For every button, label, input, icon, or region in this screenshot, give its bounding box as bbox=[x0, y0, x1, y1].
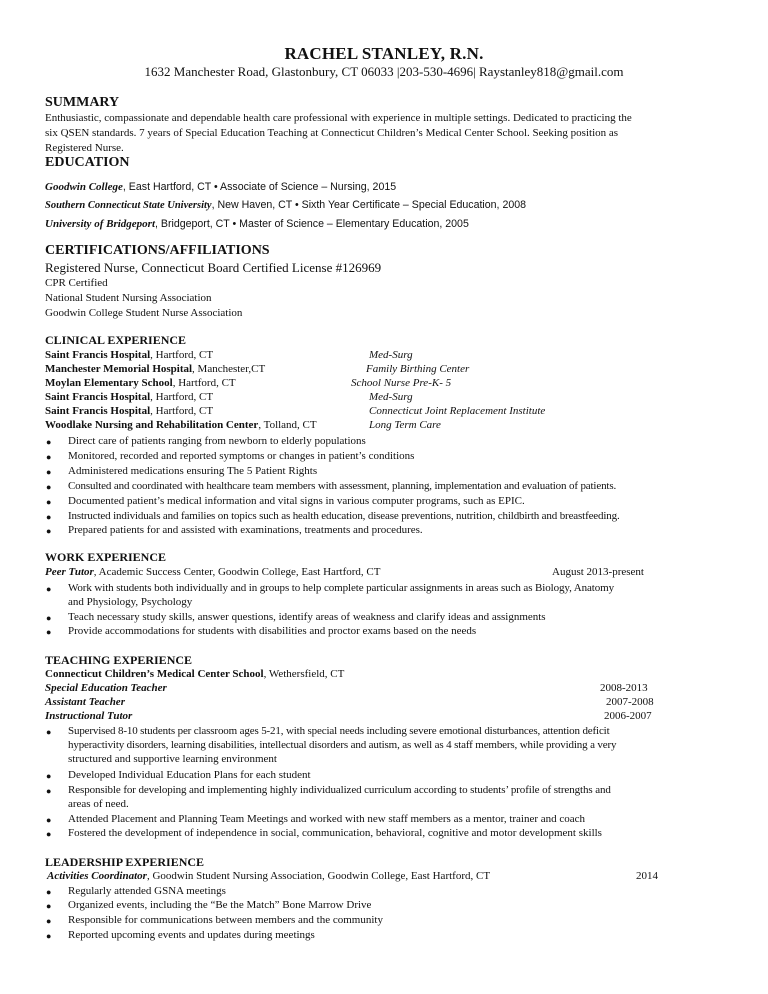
contact-line: 1632 Manchester Road, Glastonbury, CT 06033 |203-530-4696| Raystanley818@gmail.com bbox=[144, 64, 624, 79]
teaching-role: Instructional Tutor bbox=[45, 710, 133, 722]
clinical-unit: School Nurse Pre-K- 5 bbox=[351, 377, 452, 389]
education-item bbox=[45, 195, 526, 213]
bullet-icon: ● bbox=[46, 512, 52, 522]
clinical-org: Saint Francis Hospital bbox=[45, 391, 151, 403]
education-detail: , East Hartford, CT • Associate of Science – Nursing, 2015 bbox=[122, 181, 397, 193]
clinical-row bbox=[45, 405, 213, 417]
teaching-bullet-cont: structured and supportive learning environment bbox=[68, 753, 277, 765]
work-bullet-cont: and Physiology, Psychology bbox=[68, 596, 193, 608]
teaching-bullet: Developed Individual Education Plans for each student bbox=[68, 769, 311, 781]
bullet-icon: ● bbox=[46, 437, 52, 447]
clinical-org: Moylan Elementary School bbox=[45, 377, 173, 389]
education-detail: , Bridgeport, CT • Master of Science – Elementary Education, 2005 bbox=[155, 218, 469, 230]
teaching-heading: TEACHING EXPERIENCE bbox=[45, 653, 193, 667]
clinical-bullet: Direct care of patients ranging from newborn to elderly populations bbox=[68, 435, 366, 447]
clinical-bullet: Instructed individuals and families on topics such as health education, disease preventions, nutrition, childbirth and breastfeeding. bbox=[68, 510, 620, 522]
clinical-bullet: Documented patient’s medical information and vital signs in various computer programs, such as EPIC. bbox=[68, 495, 525, 507]
clinical-org: Woodlake Nursing and Rehabilitation Center bbox=[45, 419, 259, 431]
clinical-unit: Med-Surg bbox=[369, 391, 413, 403]
clinical-location: , Tolland, CT bbox=[258, 419, 317, 431]
teaching-bullet-cont: hyperactivity disorders, learning disabilities, intellectual disorders and autism, as well as 4 staff members, while providing a very bbox=[68, 739, 617, 751]
clinical-bullet: Prepared patients for and assisted with examinations, treatments and procedures. bbox=[68, 524, 423, 536]
clinical-location: , Manchester,CT bbox=[192, 363, 266, 375]
clinical-location: , Hartford, CT bbox=[172, 377, 236, 389]
work-org: , Academic Success Center, Goodwin College, East Hartford, CT bbox=[93, 566, 381, 578]
leadership-bullet: Regularly attended GSNA meetings bbox=[68, 885, 226, 897]
teaching-role-dates: 2006-2007 bbox=[604, 710, 652, 722]
bullet-icon: ● bbox=[46, 497, 52, 507]
summary-line: Enthusiastic, compassionate and dependable health care professional with experience in multiple settings. Dedicated to practicing the bbox=[45, 112, 632, 124]
leadership-dates: 2014 bbox=[636, 870, 658, 882]
clinical-row bbox=[45, 349, 213, 361]
leadership-position bbox=[47, 870, 490, 882]
clinical-row bbox=[45, 377, 236, 389]
bullet-icon: ● bbox=[46, 786, 52, 796]
bullet-icon: ● bbox=[46, 526, 52, 536]
bullet-icon: ● bbox=[46, 916, 52, 926]
clinical-bullet: Administered medications ensuring The 5 Patient Rights bbox=[68, 465, 318, 477]
leadership-heading: LEADERSHIP EXPERIENCE bbox=[45, 855, 205, 869]
bullet-icon: ● bbox=[46, 727, 52, 737]
bullet-icon: ● bbox=[46, 452, 52, 462]
work-heading: WORK EXPERIENCE bbox=[45, 550, 167, 564]
clinical-org: Saint Francis Hospital bbox=[45, 349, 151, 361]
work-bullet: Provide accommodations for students with disabilities and proctor exams based on the needs bbox=[68, 625, 477, 637]
teaching-bullet: Attended Placement and Planning Team Meetings and worked with new staff members as a mentor, trainer and coach bbox=[68, 813, 586, 825]
clinical-row bbox=[45, 363, 265, 375]
bullet-icon: ● bbox=[46, 627, 52, 637]
teaching-role: Assistant Teacher bbox=[45, 696, 125, 708]
license-line: Registered Nurse, Connecticut Board Certified License #126969 bbox=[45, 260, 382, 275]
bullet-icon: ● bbox=[46, 613, 52, 623]
leadership-bullet: Organized events, including the “Be the Match” Bone Marrow Drive bbox=[68, 899, 372, 911]
bullet-icon: ● bbox=[46, 887, 52, 897]
bullet-icon: ● bbox=[46, 815, 52, 825]
certification-item: National Student Nursing Association bbox=[45, 292, 212, 304]
education-item bbox=[45, 214, 469, 232]
teaching-role: Special Education Teacher bbox=[45, 682, 167, 694]
teaching-location: , Wethersfield, CT bbox=[263, 668, 345, 680]
education-school: Goodwin College bbox=[45, 181, 123, 193]
clinical-unit: Family Birthing Center bbox=[366, 363, 470, 375]
teaching-employer bbox=[45, 668, 344, 680]
work-position bbox=[45, 566, 381, 578]
education-heading: EDUCATION bbox=[45, 155, 130, 170]
clinical-org: Saint Francis Hospital bbox=[45, 405, 151, 417]
clinical-location: , Hartford, CT bbox=[150, 349, 214, 361]
education-detail: , New Haven, CT • Sixth Year Certificate – Special Education, 2008 bbox=[211, 199, 527, 211]
leadership-bullet: Responsible for communications between members and the community bbox=[68, 914, 383, 926]
education-item bbox=[45, 177, 396, 195]
teaching-role-dates: 2007-2008 bbox=[606, 696, 654, 708]
clinical-row bbox=[45, 419, 317, 431]
work-bullet: Teach necessary study skills, answer questions, identify areas of weakness and clarify ideas and assignments bbox=[68, 611, 546, 623]
clinical-bullet: Monitored, recorded and reported symptoms or changes in patient’s conditions bbox=[68, 450, 415, 462]
clinical-bullet: Consulted and coordinated with healthcare team members with assessment, planning, implementation and evaluation of patients. bbox=[68, 480, 617, 492]
work-title: Peer Tutor bbox=[45, 566, 94, 578]
clinical-row bbox=[45, 391, 213, 403]
bullet-icon: ● bbox=[46, 901, 52, 911]
bullet-icon: ● bbox=[46, 482, 52, 492]
certifications-heading: CERTIFICATIONS/AFFILIATIONS bbox=[45, 243, 270, 258]
clinical-unit: Med-Surg bbox=[369, 349, 413, 361]
teaching-bullet-cont: areas of need. bbox=[68, 798, 129, 810]
leadership-bullet: Reported upcoming events and updates during meetings bbox=[68, 929, 315, 941]
bullet-icon: ● bbox=[46, 467, 52, 477]
work-dates: August 2013-present bbox=[552, 566, 644, 578]
summary-heading: SUMMARY bbox=[45, 95, 120, 110]
clinical-unit: Connecticut Joint Replacement Institute bbox=[369, 405, 546, 417]
teaching-bullet: Fostered the development of independence in social, communication, behavioral, cognitive and motor development skills bbox=[68, 827, 602, 839]
bullet-icon: ● bbox=[46, 584, 52, 594]
teaching-bullet: Supervised 8-10 students per classroom ages 5-21, with special needs including severe emotional disturbances, attention deficit bbox=[68, 725, 610, 737]
bullet-icon: ● bbox=[46, 829, 52, 839]
bullet-icon: ● bbox=[46, 931, 52, 941]
clinical-location: , Hartford, CT bbox=[150, 405, 214, 417]
leadership-title: Activities Coordinator bbox=[47, 870, 147, 882]
clinical-org: Manchester Memorial Hospital bbox=[45, 363, 193, 375]
work-bullet: Work with students both individually and in groups to help complete particular assignments in areas such as Biology, Anatomy bbox=[68, 582, 614, 594]
teaching-bullet: Responsible for developing and implementing highly individualized curriculum according to students’ profile of strengths and bbox=[68, 784, 611, 796]
clinical-location: , Hartford, CT bbox=[150, 391, 214, 403]
teaching-role-dates: 2008-2013 bbox=[600, 682, 648, 694]
education-school: University of Bridgeport bbox=[45, 218, 155, 230]
teaching-org: Connecticut Children’s Medical Center School bbox=[45, 668, 264, 680]
leadership-org: , Goodwin Student Nursing Association, Goodwin College, East Hartford, CT bbox=[146, 870, 491, 882]
bullet-icon: ● bbox=[46, 771, 52, 781]
candidate-name: RACHEL STANLEY, R.N. bbox=[284, 44, 484, 63]
certification-item: CPR Certified bbox=[45, 277, 108, 289]
summary-line: Registered Nurse. bbox=[45, 142, 124, 154]
education-school: Southern Connecticut State University bbox=[45, 200, 212, 211]
summary-line: six QSEN standards. 7 years of Special Education Teaching at Connecticut Children’s Medical Center School. Seeking position as bbox=[45, 127, 619, 139]
clinical-unit: Long Term Care bbox=[369, 419, 441, 431]
clinical-heading: CLINICAL EXPERIENCE bbox=[45, 333, 187, 347]
certification-item: Goodwin College Student Nurse Association bbox=[45, 307, 243, 319]
